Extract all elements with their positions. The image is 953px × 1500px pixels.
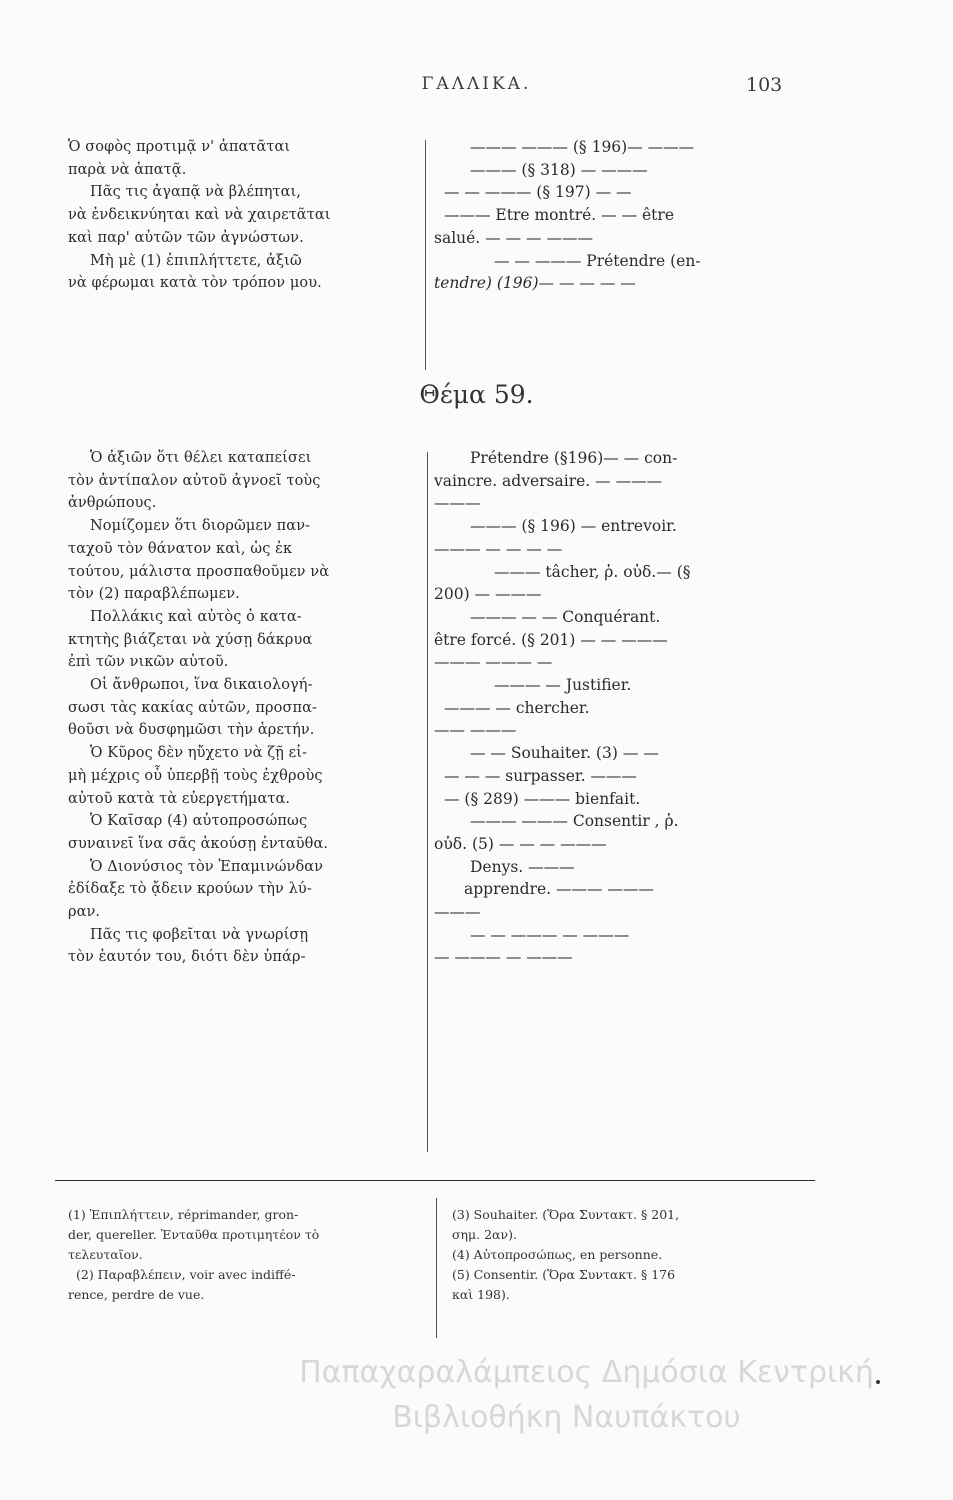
text-line: Denys. ——— (470, 857, 575, 876)
text-line: ——— — — — — (434, 539, 563, 558)
text-line: ταχοῦ τὸν θάνατον καὶ, ὡς ἐκ (68, 540, 293, 557)
text-line: ——— ——— (§ 196)— ——— (470, 138, 695, 156)
french-lines (434, 447, 804, 969)
text-line: οὐδ. (5) — — — ——— (434, 834, 607, 853)
text-line: Οἱ ἄνθρωποι, ἵνα δικαιολογή- (90, 677, 313, 694)
footnote-line: καὶ 198). (452, 1287, 510, 1302)
footnote-line: (5) Consentir. (Ὅρα Συντακτ. § 176 (452, 1267, 676, 1282)
text-line: Πολλάκις καὶ αὐτὸς ὁ κατα- (90, 608, 302, 625)
page-number: 103 (746, 74, 783, 96)
text-line: — — Souhaiter. (3) — — (470, 744, 659, 763)
text-line: tendre) (196)— — — — — (434, 274, 636, 293)
text-line: Ὁ ἀξιῶν ὅτι θέλει καταπείσει (90, 450, 312, 466)
running-header: ΓΑΛΛΙΚΑ. (421, 74, 532, 94)
text-line: νὰ φέρωμαι κατὰ τὸν τρόπον μου. (68, 275, 322, 292)
french-column-part2 (434, 447, 804, 969)
footnote-divider (436, 1198, 437, 1338)
text-line: — — ——— — ——— (470, 925, 630, 944)
text-line: Πᾶς τις φοβεῖται νὰ γνωρίσῃ (90, 926, 309, 943)
french-column-part1 (434, 136, 804, 295)
text-line: κτητὴς βιάζεται νὰ χύσῃ δάκρυα (68, 631, 313, 648)
footnote-line: σημ. 2αν). (452, 1227, 517, 1242)
text-line: — — — surpasser. ——— (444, 766, 637, 785)
text-line: Ὁ σοφὸς προτιμᾷ ν' ἀπατᾶται (68, 139, 291, 155)
footnote-lines (68, 1205, 423, 1305)
footnotes-left (68, 1205, 423, 1305)
footnote-line: (1) Ἐπιπλήττειν, réprimander, gron- (68, 1207, 299, 1222)
text-line: Μὴ μὲ (1) ἐπιπλήττετε, ἀξιῶ (90, 252, 302, 269)
text-line: τούτου, μάλιστα προσπαθοῦμεν νὰ (68, 563, 330, 580)
text-line: σωσι τὰς κακίας αὐτῶν, προσπα- (68, 699, 317, 716)
ink-speck (876, 1380, 880, 1384)
text-line: θοῦσι νὰ δυσφημῶσι τὴν ἀρετήν. (68, 722, 315, 739)
text-line: ——— (434, 494, 481, 513)
footnotes-right (452, 1205, 812, 1305)
text-line: 200) — ——— (434, 585, 542, 604)
footnote-lines (452, 1205, 812, 1305)
text-line: — — ——— Prétendre (en- (494, 251, 701, 270)
library-watermark-line2: Βιβλιοθήκη Ναυπάκτου (392, 1400, 741, 1435)
text-line: ——— tâcher, ῥ. οὐδ.— (§ (494, 562, 691, 581)
text-line: Ὁ Διονύσιος τὸν Ἐπαμινώνδαν (90, 858, 324, 875)
text-line: apprendre. ——— ——— (464, 880, 654, 899)
text-line: ——— Etre montré. — — être (444, 206, 674, 225)
text-line: Ὁ Καῖσαρ (4) αὐτοπροσώπως (90, 813, 308, 830)
text-line: Ὁ Κῦρος δὲν ηὔχετο νὰ ζῇ εἰ- (90, 745, 308, 762)
text-line: être forcé. (§ 201) — — ——— (434, 630, 668, 649)
column-divider (427, 452, 428, 1152)
text-line: ραν. (68, 904, 101, 921)
text-line: ἐδίδαξε τὸ ᾄδειν κρούων τὴν λύ- (68, 881, 312, 898)
text-line: αὐτοῦ κατὰ τὰ εὐεργετήματα. (68, 790, 291, 807)
greek-lines (68, 447, 418, 969)
footnote-line: τελευταῖον. (68, 1247, 143, 1262)
greek-column-part2 (68, 447, 418, 969)
library-watermark-line1: Παπαχαραλάμπειος Δημόσια Κεντρική (299, 1355, 874, 1390)
text-line: — (§ 289) ——— bienfait. (444, 789, 641, 808)
text-line: — — ——— (§ 197) — — (444, 183, 632, 202)
text-line: ——— (§ 196) — entrevoir. (470, 517, 677, 536)
text-line: ——— ——— Consentir , ῥ. (470, 812, 679, 831)
text-line: τὸν ἑαυτόν του, διότι δὲν ὑπάρ- (68, 949, 306, 966)
section-title: Θέμα 59. (419, 380, 534, 409)
text-line: τὸν ἀντίπαλον αὐτοῦ ἀγνοεῖ τοὺς (68, 472, 321, 489)
text-line: ——— (§ 318) — ——— (470, 160, 648, 179)
footnote-line: der, quereller. Ἐνταῦθα προτιμητέον τὸ (68, 1227, 320, 1242)
text-line: Prétendre (§196)— — con- (470, 449, 678, 467)
text-line: —— ——— (434, 721, 517, 740)
text-line: vaincre. adversaire. — ——— (434, 471, 663, 490)
text-line: συναινεῖ ἵνα σᾶς ἀκούσῃ ἐνταῦθα. (68, 835, 329, 852)
text-line: ἀνθρώπους. (68, 495, 157, 512)
text-line: ——— (434, 903, 481, 922)
text-line: ἐπὶ τῶν νικῶν αὑτοῦ. (68, 654, 229, 671)
greek-lines (68, 136, 418, 295)
text-line: salué. — — — ——— (434, 228, 593, 247)
footnote-line: (4) Αὐτοπροσώπως, en personne. (452, 1247, 663, 1262)
text-line: ——— ——— — (434, 653, 553, 672)
french-lines (434, 136, 804, 295)
text-line: μὴ μέχρις οὗ ὑπερβῇ τοὺς ἐχθροὺς (68, 767, 323, 784)
footnote-line: rence, perdre de vue. (68, 1287, 205, 1302)
text-line: τὸν (2) παραβλέπωμεν. (68, 586, 240, 603)
text-line: καὶ παρ' αὐτῶν τῶν ἀγνώστων. (68, 229, 304, 246)
footnote-separator (55, 1180, 815, 1181)
text-line: — ——— — ——— (434, 948, 573, 967)
text-line: ——— — Justifier. (494, 676, 632, 695)
text-line: νὰ ἐνδεικνύηται καὶ νὰ χαιρετᾶται (68, 207, 331, 224)
text-line: Νομίζομεν ὅτι διορῶμεν παν- (90, 518, 311, 535)
greek-column-part1 (68, 136, 418, 295)
text-line: ——— — — Conquérant. (470, 607, 661, 626)
text-line: Πᾶς τις ἀγαπᾷ νὰ βλέπηται, (90, 184, 302, 201)
column-divider (425, 140, 426, 370)
footnote-line: (2) Παραβλέπειν, voir avec indiffé- (76, 1267, 296, 1282)
text-line: ——— — chercher. (444, 698, 590, 717)
text-line: παρὰ νὰ ἀπατᾷ. (68, 161, 187, 178)
footnote-line: (3) Souhaiter. (Ὅρα Συντακτ. § 201, (452, 1207, 680, 1222)
